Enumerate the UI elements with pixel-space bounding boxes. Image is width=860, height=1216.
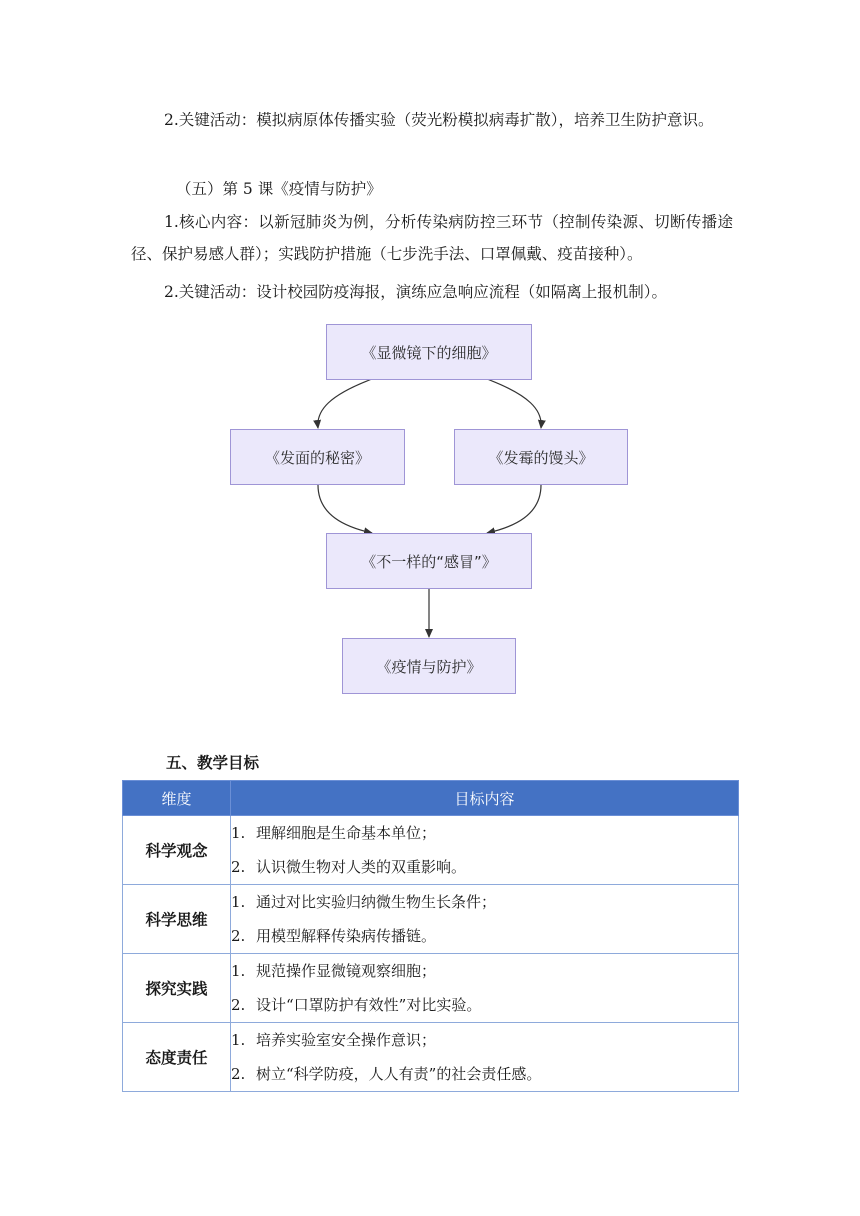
content-cell <box>231 816 739 885</box>
core-content-paragraph: 1.核心内容：以新冠肺炎为例，分析传染病防控三环节（控制传染源、切断传播途径、保护易感人群）；实践防护措施（七步洗手法、口罩佩戴、疫苗接种）。 <box>131 213 733 263</box>
goal-item: 2. 设计“口罩防护有效性”对比实验。 <box>231 996 482 1014</box>
goal-item: 1. 理解细胞是生命基本单位； <box>231 824 437 842</box>
table-row <box>123 885 739 954</box>
goal-item: 1. 培养实验室安全操作意识； <box>231 1031 437 1049</box>
edge-top-left <box>318 379 372 428</box>
content-cell <box>231 1023 739 1092</box>
goal-item: 2. 认识微生物对人类的双重影响。 <box>231 858 467 876</box>
goal-item: 1. 通过对比实验归纳微生物生长条件； <box>231 893 497 911</box>
edge-top-right <box>487 379 541 428</box>
dimension-cell: 态度责任 <box>123 1023 231 1092</box>
table-row <box>123 954 739 1023</box>
dimension-cell: 科学思维 <box>123 885 231 954</box>
dimension-cell: 探究实践 <box>123 954 231 1023</box>
node-epidemic-protection: 《疫情与防护》 <box>342 638 516 694</box>
content-cell <box>231 885 739 954</box>
activity-paragraph-1: 2.关键活动：模拟病原体传播实验（荧光粉模拟病毒扩散），培养卫生防护意识。 <box>164 111 714 129</box>
table-row <box>123 1023 739 1092</box>
node-different-cold: 《不一样的“感冒”》 <box>326 533 532 589</box>
table-row <box>123 816 739 885</box>
section-title: 五、教学目标 <box>166 754 260 772</box>
goal-item: 2. 树立“科学防疫，人人有责”的社会责任感。 <box>231 1065 542 1083</box>
node-microscope-cells: 《显微镜下的细胞》 <box>326 324 532 380</box>
lesson-5-title: （五）第 5 课《疫情与防护》 <box>176 180 382 198</box>
edge-left-middle <box>318 485 372 533</box>
goal-item: 2. 用模型解释传染病传播链。 <box>231 927 437 945</box>
dimension-cell: 科学观念 <box>123 816 231 885</box>
content-cell <box>231 954 739 1023</box>
edge-right-middle <box>487 485 541 533</box>
teaching-goals-table <box>122 780 739 1092</box>
activity-paragraph-2: 2.关键活动：设计校园防疫海报，演练应急响应流程（如隔离上报机制）。 <box>164 283 668 301</box>
header-dimension: 维度 <box>123 781 231 816</box>
header-content: 目标内容 <box>231 781 739 816</box>
goal-item: 1. 规范操作显微镜观察细胞； <box>231 962 437 980</box>
node-bread-dough: 《发面的秘密》 <box>230 429 405 485</box>
node-moldy-bun: 《发霉的馒头》 <box>454 429 628 485</box>
